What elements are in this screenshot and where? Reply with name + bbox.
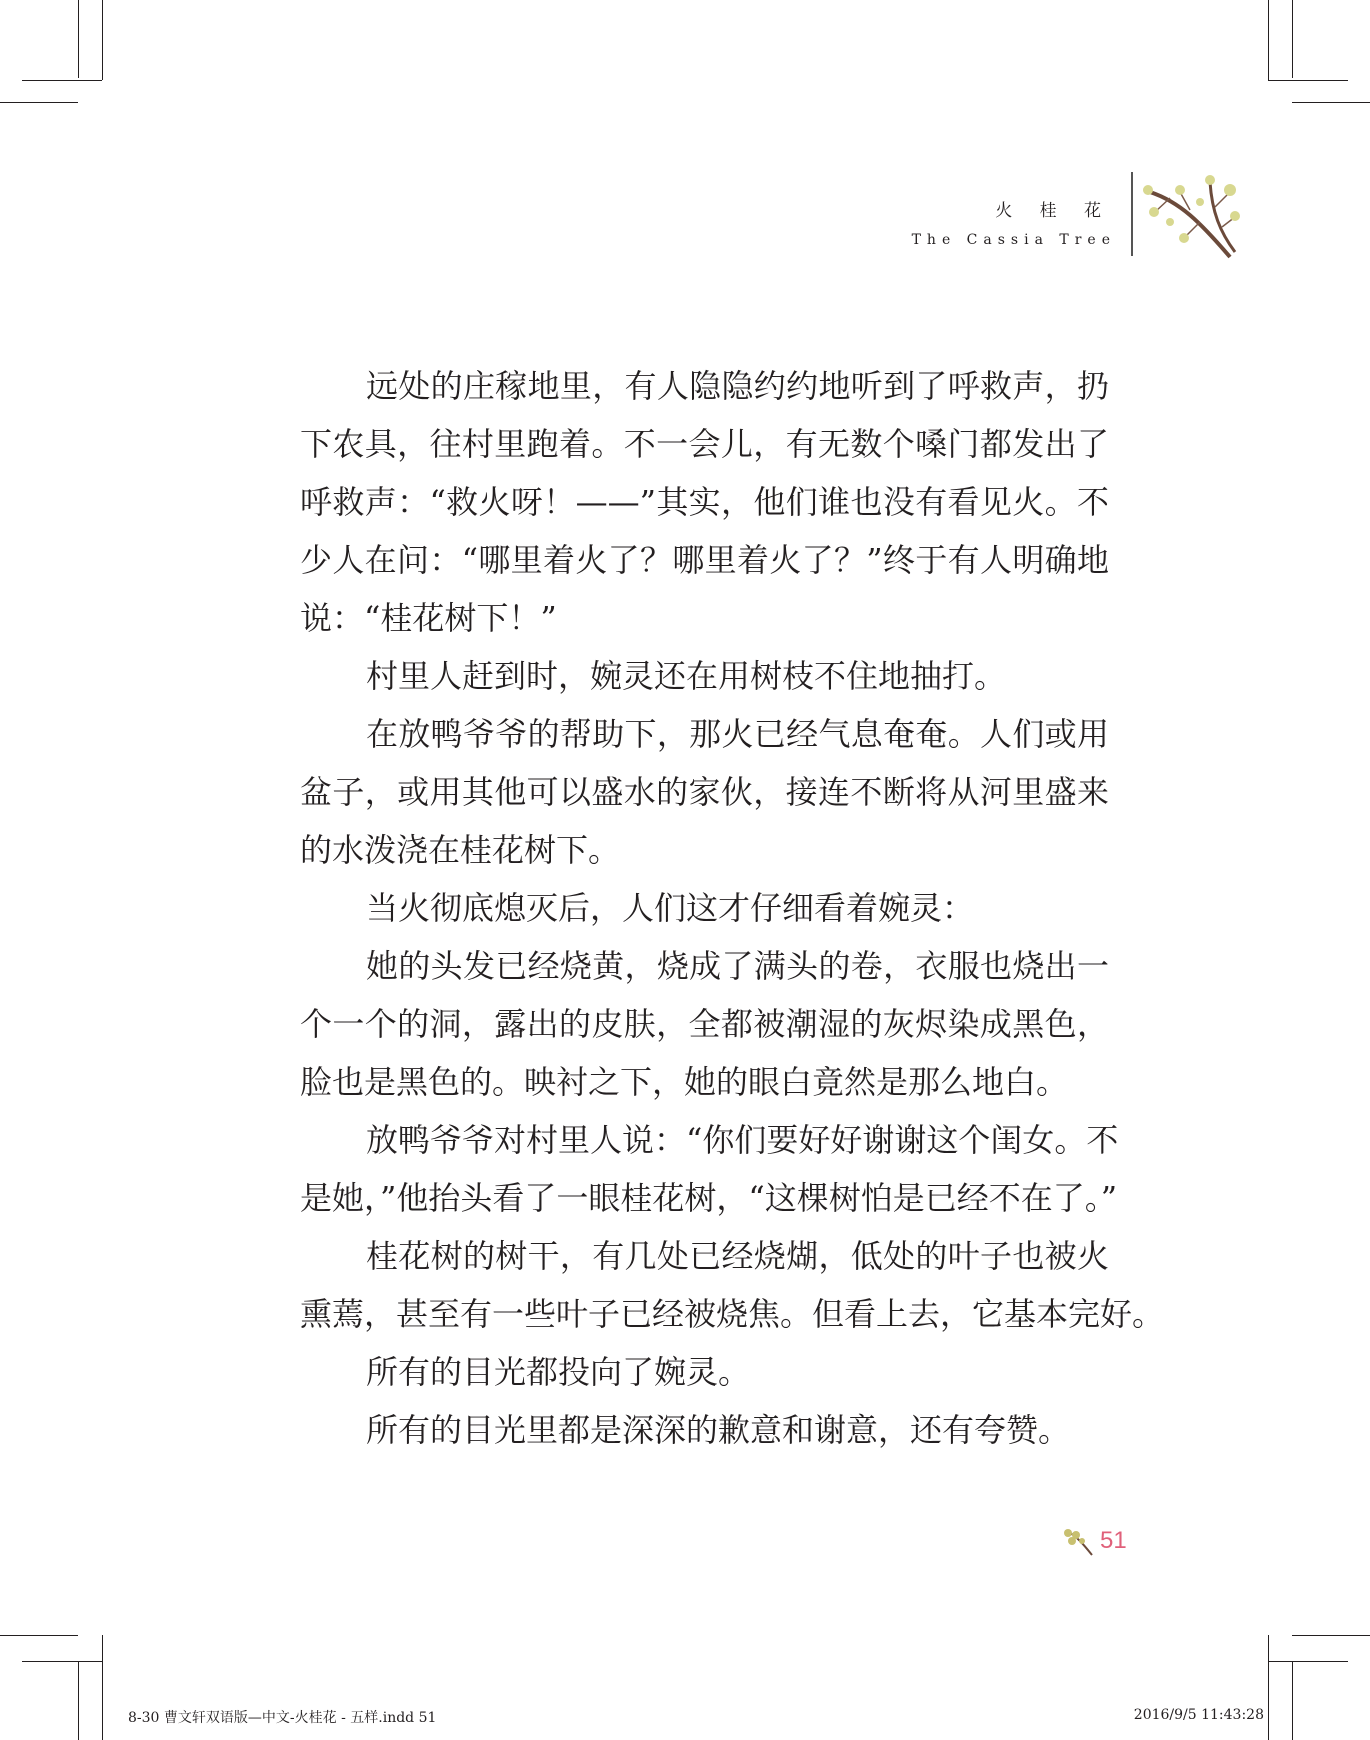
- header-divider: [1131, 172, 1133, 256]
- text-line: 少人在问：“哪里着火了？哪里着火了？”终于有人明确地: [300, 541, 1109, 579]
- text-line: 是她，”他抬头看了一眼桂花树，“这棵树怕是已经不在了。”: [300, 1179, 1118, 1217]
- slug-timestamp: 2016/9/5 11:43:28: [1133, 1707, 1264, 1723]
- text-line: 村里人赶到时，婉灵还在用树枝不住地抽打。: [366, 657, 1007, 695]
- paragraph: [300, 1343, 1109, 1401]
- text-line: 下农具，往村里跑着。不一会儿，有无数个嗓门都发出了: [300, 425, 1109, 463]
- running-header-title: 火 桂 花: [995, 201, 1112, 221]
- paragraph: [300, 879, 1109, 937]
- text-line: 呼救声：“救火呀！——”其实，他们谁也没有看见火。不: [300, 483, 1109, 521]
- text-line: 个一个的洞，露出的皮肤，全都被潮湿的灰烬染成黑色，: [300, 1005, 1109, 1043]
- running-header-subtitle: The Cassia Tree: [911, 232, 1116, 248]
- paragraph: [300, 1401, 1109, 1459]
- text-line: 说：“桂花树下！”: [300, 599, 557, 637]
- paragraph: [300, 647, 1109, 705]
- text-line: 远处的庄稼地里，有人隐隐约约地听到了呼救声，扔: [366, 367, 1109, 405]
- paragraph: [300, 1227, 1165, 1343]
- text-line: 所有的目光里都是深深的歉意和谢意，还有夸赞。: [366, 1411, 1071, 1449]
- text-line: 放鸭爷爷对村里人说：“你们要好好谢谢这个闺女。不: [366, 1121, 1119, 1159]
- text-line: 她的头发已经烧黄，烧成了满头的卷，衣服也烧出一: [366, 947, 1109, 985]
- cassia-leaf-icon: [1062, 1525, 1098, 1559]
- body-text: [300, 357, 1165, 1459]
- paragraph: [300, 937, 1109, 1111]
- paragraph: [300, 357, 1109, 647]
- text-line: 当火彻底熄灭后，人们这才仔细看着婉灵：: [366, 889, 975, 927]
- text-line: 脸也是黑色的。映衬之下，她的眼白竟然是那么地白。: [300, 1063, 1069, 1101]
- text-line: 在放鸭爷爷的帮助下，那火已经气息奄奄。人们或用: [366, 715, 1109, 753]
- text-line: 的水泼浇在桂花树下。: [300, 831, 621, 869]
- page-number: 51: [1100, 1527, 1127, 1554]
- text-line: 所有的目光都投向了婉灵。: [366, 1353, 751, 1391]
- text-line: 桂花树的树干，有几处已经烧煳，低处的叶子也被火: [366, 1237, 1109, 1275]
- paragraph: [300, 1111, 1119, 1227]
- text-line: 熏蔫，甚至有一些叶子已经被烧焦。但看上去，它基本完好。: [300, 1295, 1165, 1333]
- cassia-branch-icon: [1140, 172, 1240, 264]
- paragraph: [300, 705, 1109, 879]
- text-line: 盆子，或用其他可以盛水的家伙，接连不断将从河里盛来: [300, 773, 1109, 811]
- slug-filename: 8-30 曹文轩双语版—中文-火桂花 - 五样.indd 51: [128, 1710, 437, 1726]
